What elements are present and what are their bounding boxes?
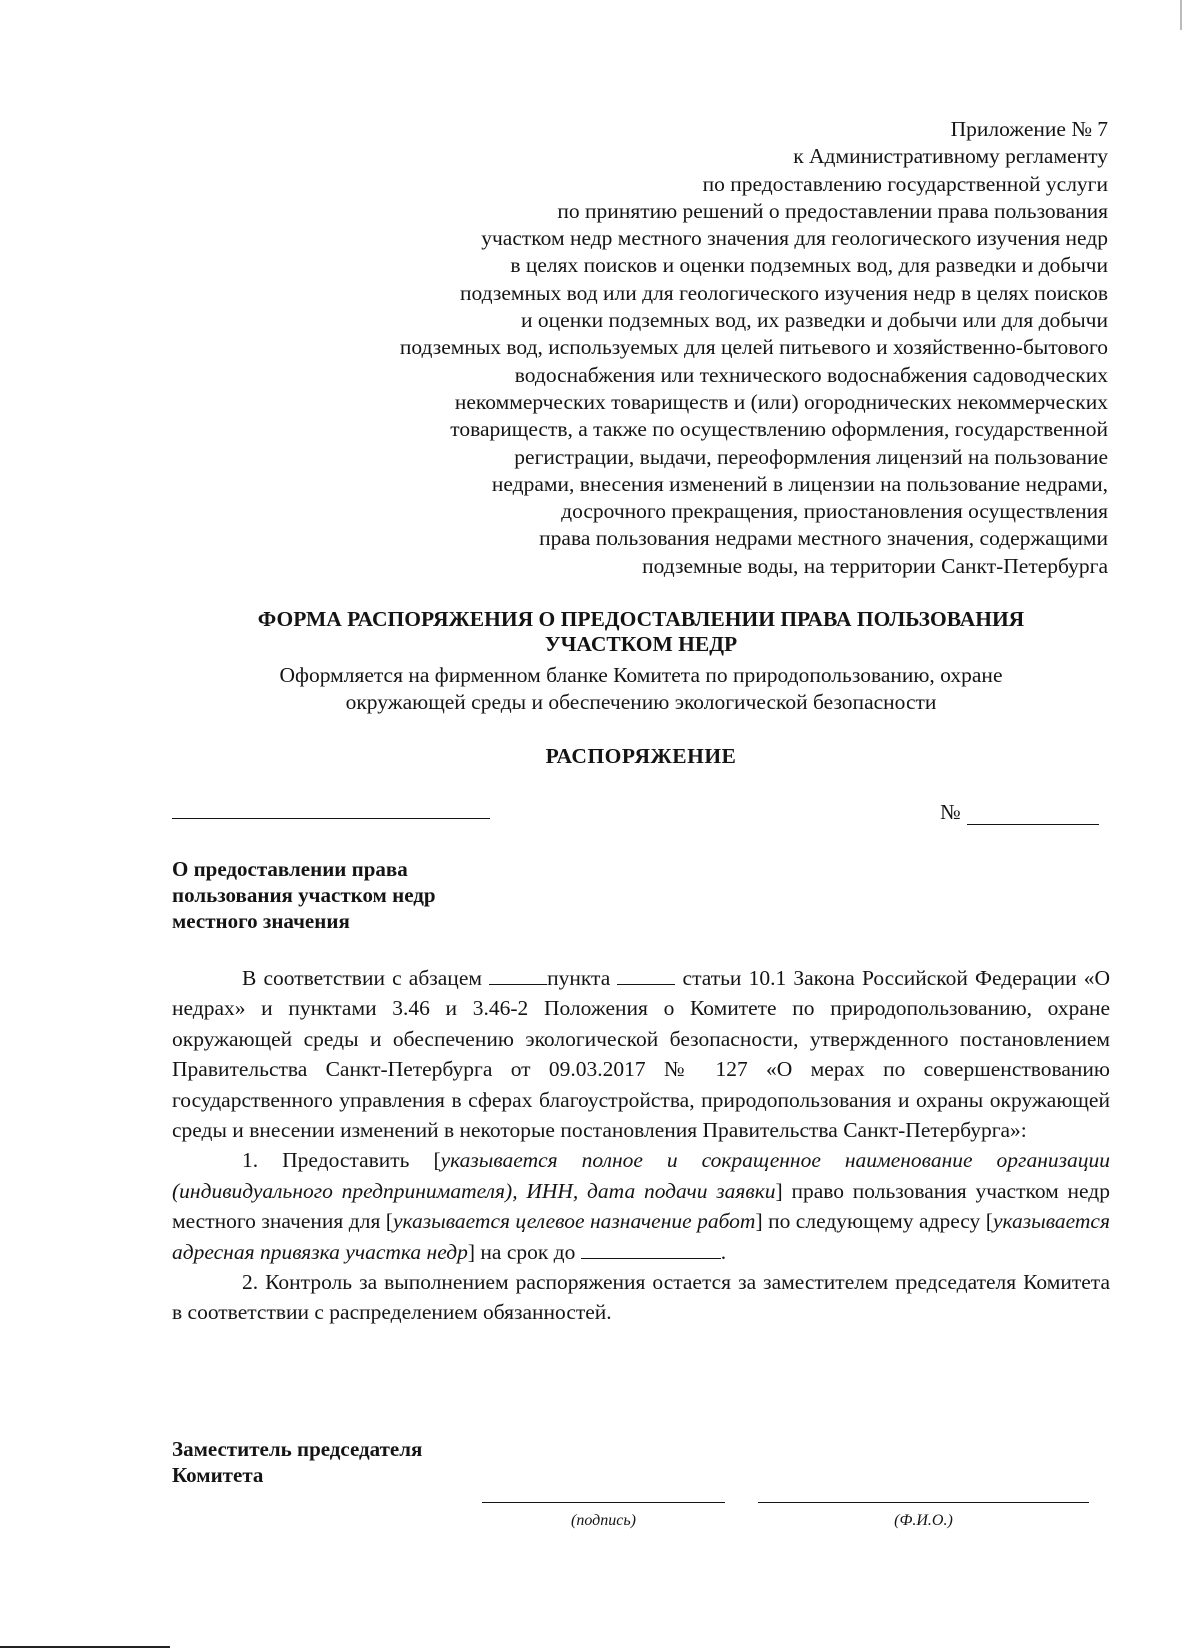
placeholder-organization: указывается полное и сокращенное наименование организации (индивидуального предпринимателя), ИНН, дата подачи заявки: [172, 1148, 1110, 1203]
form-note-line: Оформляется на фирменном бланке Комитета по природопользованию, охране: [279, 663, 1003, 687]
placeholder-address: указывается адресная привязка участка недр: [172, 1209, 1110, 1264]
name-line: [758, 1502, 1089, 1503]
appendix-line: водоснабжения или технического водоснабжения садоводческих: [514, 362, 1108, 387]
preamble-paragraph: [172, 963, 1110, 1145]
number-blank-line: [967, 804, 1099, 825]
item-text: ] на срок до: [467, 1239, 581, 1264]
date-blank-line: [172, 818, 490, 819]
item-text: 1. Предоставить [: [242, 1148, 441, 1173]
clause-blank: [617, 966, 675, 985]
appendix-line: товариществ, а также по осуществлению оформления, государственной: [450, 417, 1108, 442]
placeholder-purpose: указывается целевое назначение работ: [392, 1209, 756, 1234]
name-caption: (Ф.И.О.): [894, 1512, 953, 1529]
item-text: .: [720, 1239, 727, 1264]
appendix-line: недрами, внесения изменений в лицензии на пользование недрами,: [491, 471, 1108, 496]
signer-line: Заместитель председателя: [172, 1437, 423, 1461]
signer-line: Комитета: [172, 1463, 264, 1487]
item-1-paragraph: [172, 1145, 1110, 1267]
preamble-text: пункта: [547, 966, 618, 990]
signer-title: [172, 1436, 422, 1488]
signature-line: [482, 1502, 725, 1503]
term-date-blank: [581, 1240, 721, 1259]
form-title-line: УЧАСТКОМ НЕДР: [544, 632, 738, 656]
appendix-line: по предоставлению государственной услуги: [702, 171, 1108, 196]
appendix-line: к Административному регламенту: [793, 144, 1108, 169]
form-note: [172, 662, 1110, 716]
scan-corner-mark: [1180, 0, 1182, 30]
subject-line: О предоставлении права: [172, 857, 408, 881]
form-title-line: ФОРМА РАСПОРЯЖЕНИЯ О ПРЕДОСТАВЛЕНИИ ПРАВА ПОЛЬЗОВАНИЯ: [257, 607, 1025, 631]
preamble-text: статьи 10.1 Закона Российской Федерации «О недрах» и пунктами 3.46 и 3.46-2 Положения о Комитете по природопользованию, охране окружающей среды и обеспечению экологической безопасности, утвержденного постановлением Правительства Санкт-Петербурга от 09.03.2017 № 127 «О мерах по совершенствованию государственного управления в сферах благоустройства, природопользования и охраны окружающей среды и внесении изменений в некоторые постановления Правительства Санкт-Петербурга»:: [172, 966, 1110, 1143]
document-subject: [172, 856, 436, 934]
appendix-line: подземные воды, на территории Санкт-Петербурга: [642, 553, 1108, 578]
appendix-line: досрочного прекращения, приостановления осуществления: [561, 499, 1108, 524]
paragraph-blank: [489, 966, 547, 985]
appendix-line: некоммерческих товариществ и (или) огороднических некоммерческих: [454, 389, 1108, 414]
appendix-line: регистрации, выдачи, переоформления лицензий на пользование: [514, 444, 1108, 469]
scan-edge-mark: [0, 1646, 170, 1648]
appendix-line: участком недр местного значения для геологического изучения недр: [481, 226, 1108, 251]
subject-line: пользования участком недр: [172, 883, 436, 907]
item-2-paragraph: 2. Контроль за выполнением распоряжения остается за заместителем председателя Комитета в соответствии с распределением обязанностей.: [172, 1270, 1110, 1325]
form-title: [172, 607, 1110, 657]
document-body: [172, 963, 1110, 1328]
appendix-header: [400, 116, 1108, 580]
signature-caption: (подпись): [571, 1512, 636, 1529]
preamble-text: В соответствии с абзацем: [242, 966, 490, 990]
subject-line: местного значения: [172, 909, 350, 933]
item-text: ] право пользования участком недр местного значения для [: [172, 1178, 1110, 1234]
document-type-heading: РАСПОРЯЖЕНИЕ: [545, 744, 737, 768]
appendix-line: подземных вод, используемых для целей питьевого и хозяйственно-бытового: [399, 335, 1108, 360]
appendix-line: в целях поисков и оценки подземных вод, для разведки и добычи: [510, 253, 1108, 278]
appendix-line: и оценки подземных вод, их разведки и добычи или для добычи: [521, 308, 1108, 333]
appendix-line: подземных вод или для геологического изучения недр в целях поисков: [460, 280, 1108, 305]
item-text: ] по следующему адресу [: [755, 1209, 993, 1234]
appendix-line: права пользования недрами местного значения, содержащими: [539, 526, 1108, 551]
number-label: №: [940, 800, 961, 824]
appendix-line: по принятию решений о предоставлении права пользования: [557, 198, 1108, 223]
document-number-field: [940, 800, 1099, 825]
form-note-line: окружающей среды и обеспечению экологической безопасности: [345, 690, 937, 714]
appendix-line: Приложение № 7: [950, 117, 1108, 141]
